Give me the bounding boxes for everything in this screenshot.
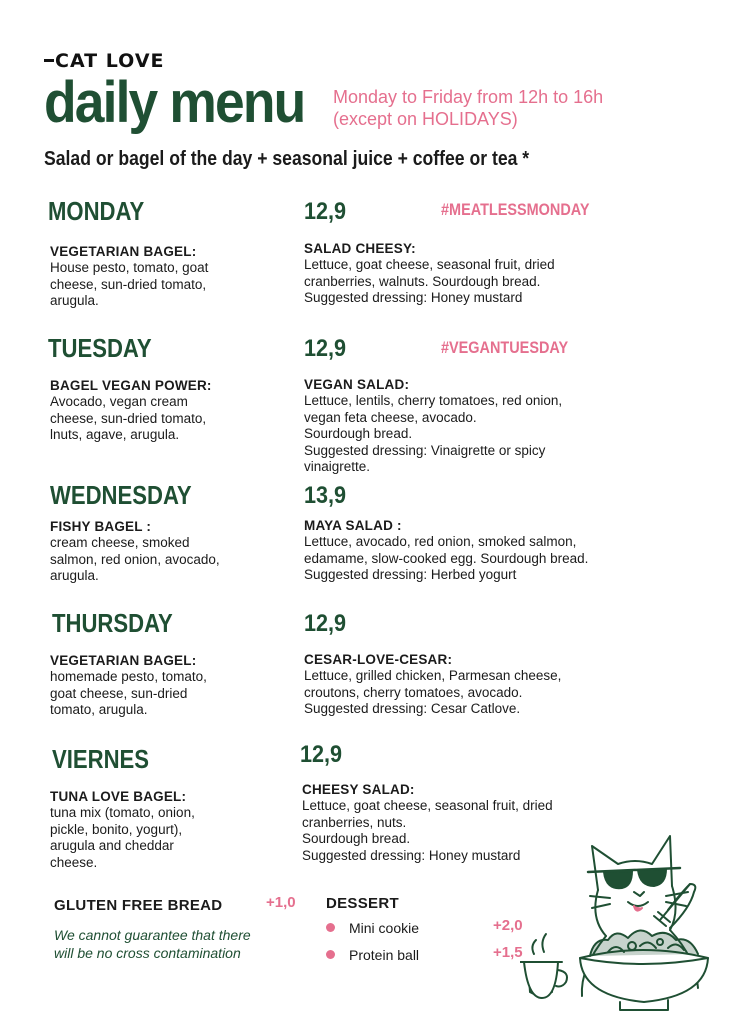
gluten-note-line-1: We cannot guarantee that there (54, 927, 251, 943)
day-price: 12,9 (304, 335, 347, 362)
dessert-item-name: Protein ball (349, 947, 420, 963)
salad-description-line: Sourdough bread. (304, 426, 413, 442)
salad-of-the-day (304, 377, 684, 475)
salad-description-line: edamame, slow-cooked egg. Sourdough bread. (304, 550, 589, 566)
day-name: WEDNESDAY (50, 480, 192, 510)
bagel-description-line: homemade pesto, tomato, (50, 669, 207, 685)
dessert-item (326, 920, 419, 936)
salad-title: MAYA SALAD : (304, 518, 402, 533)
cat-with-sunglasses-eating-salad-icon (520, 828, 720, 1018)
bagel-description-line: lnuts, agave, arugula. (50, 427, 180, 443)
bagel-title: TUNA LOVE BAGEL: (50, 789, 187, 804)
salad-description-line: Lettuce, goat cheese, seasonal fruit, dried (302, 798, 553, 814)
salad-description-line: croutons, cherry tomatoes, avocado. (304, 684, 523, 700)
salad-title: CESAR-LOVE-CESAR: (304, 652, 453, 667)
salad-description-line: vinaigrette. (304, 459, 371, 475)
day-hashtag: #VEGANTUESDAY (441, 338, 569, 357)
salad-description-line: cranberries, nuts. (302, 814, 407, 830)
bagel-title: VEGETARIAN BAGEL: (50, 653, 197, 668)
salad-of-the-day (304, 241, 684, 307)
salad-title: CHEESY SALAD: (302, 782, 415, 797)
salad-description-line: Suggested dressing: Honey mustard (302, 847, 521, 863)
bagel-of-the-day (50, 789, 290, 871)
salad-title: VEGAN SALAD: (304, 377, 410, 392)
dessert-item-price: +1,5 (493, 944, 523, 961)
day-name: MONDAY (48, 196, 145, 226)
gluten-free-price: +1,0 (266, 894, 296, 911)
day-name: VIERNES (52, 744, 150, 774)
bagel-description-line: arugula. (50, 293, 99, 309)
bagel-description-line: arugula and cheddar (50, 838, 174, 854)
bagel-description-line: cheese. (50, 854, 98, 870)
salad-description-line: Lettuce, grilled chicken, Parmesan cheese, (304, 668, 562, 684)
day-price: 12,9 (304, 610, 347, 637)
day-price: 13,9 (304, 482, 347, 509)
opening-hours (333, 86, 603, 130)
salad-description-line: vegan feta cheese, avocado. (304, 409, 477, 425)
salad-description-line: Suggested dressing: Herbed yogurt (304, 567, 517, 583)
bagel-of-the-day (50, 653, 290, 719)
bagel-description-line: cheese, sun-dried tomato, (50, 410, 207, 426)
bagel-description-line: Avocado, vegan cream (50, 394, 188, 410)
day-price: 12,9 (304, 198, 347, 225)
bagel-of-the-day (50, 378, 290, 444)
dessert-item-name: Mini cookie (349, 920, 420, 936)
salad-description-line: Suggested dressing: Cesar Catlove. (304, 701, 521, 717)
day-name: TUESDAY (48, 333, 152, 363)
salad-description-line: Lettuce, lentils, cherry tomatoes, red onion, (304, 393, 563, 409)
salad-description-line: Suggested dressing: Honey mustard (304, 290, 523, 306)
bullet-icon (326, 950, 335, 959)
dessert-title: DESSERT (326, 895, 399, 912)
brand-logo: CAT LOVE (44, 50, 165, 72)
logo-bar-icon (44, 59, 54, 62)
bagel-description-line: House pesto, tomato, goat (50, 260, 209, 276)
gluten-free-label: GLUTEN FREE BREAD (54, 897, 223, 914)
dessert-item (326, 947, 419, 963)
day-price: 12,9 (300, 741, 343, 768)
gluten-note-line-2: will be no cross contamination (54, 945, 241, 961)
day-name: THURSDAY (52, 608, 173, 638)
bagel-of-the-day (50, 244, 290, 310)
gluten-note (54, 926, 251, 962)
bagel-description-line: tuna mix (tomato, onion, (50, 805, 195, 821)
bagel-title: BAGEL VEGAN POWER: (50, 378, 212, 393)
salad-description-line: Lettuce, avocado, red onion, smoked salmon, (304, 534, 577, 550)
bagel-title: VEGETARIAN BAGEL: (50, 244, 197, 259)
salad-description-line: Lettuce, goat cheese, seasonal fruit, dried (304, 257, 555, 273)
salad-description-line: Suggested dressing: Vinaigrette or spicy (304, 442, 546, 458)
bagel-description-line: arugula. (50, 568, 99, 584)
bullet-icon (326, 923, 335, 932)
salad-description-line: Sourdough bread. (302, 831, 411, 847)
bagel-description-line: salmon, red onion, avocado, (50, 551, 220, 567)
page-title: daily menu (44, 70, 305, 135)
day-hashtag: #MEATLESSMONDAY (441, 200, 590, 219)
menu-subtitle: Salad or bagel of the day + seasonal juice + coffee or tea * (44, 148, 530, 170)
salad-of-the-day (304, 652, 684, 718)
bagel-of-the-day (50, 519, 290, 585)
bagel-description-line: pickle, bonito, yogurt), (50, 821, 183, 837)
hours-line-2: (except on HOLIDAYS) (333, 109, 518, 129)
bagel-description-line: goat cheese, sun-dried (50, 685, 188, 701)
dessert-item-price: +2,0 (493, 917, 523, 934)
salad-description-line: cranberries, walnuts. Sourdough bread. (304, 273, 541, 289)
bagel-description-line: cheese, sun-dried tomato, (50, 276, 207, 292)
salad-of-the-day (304, 518, 684, 584)
hours-line-1: Monday to Friday from 12h to 16h (333, 87, 604, 107)
bagel-description-line: cream cheese, smoked (50, 535, 190, 551)
bagel-description-line: tomato, arugula. (50, 702, 148, 718)
bagel-title: FISHY BAGEL : (50, 519, 152, 534)
salad-title: SALAD CHEESY: (304, 241, 416, 256)
